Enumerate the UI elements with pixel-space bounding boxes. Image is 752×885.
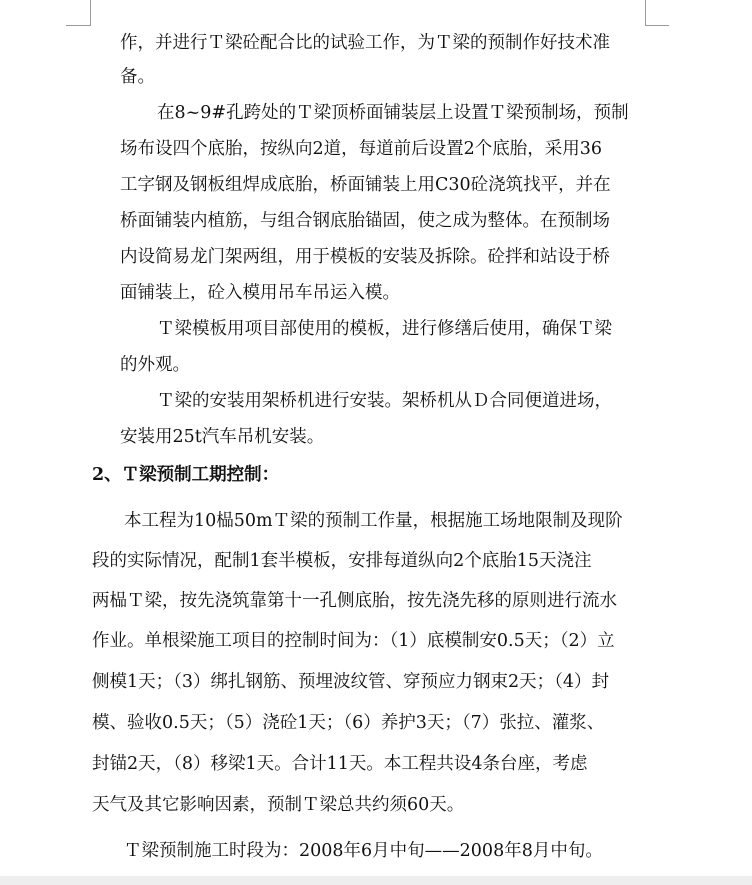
page-bottom-bar [0,876,752,885]
corner-mark-top-right-h [645,25,669,27]
text-line: 工字钢及钢板组焊成底胎，桥面铺装上用C30砼浇筑找平，并在 [120,175,611,195]
text-line: Ｔ梁预制施工时段为：2008年6月中旬——2008年8月中旬。 [124,841,603,861]
text-line: 本工程为10榀50mＴ梁的预制工作量，根据施工场地限制及现阶 [124,511,623,531]
text-line: 天气及其它影响因素，预制Ｔ梁总共约须60天。 [92,795,465,815]
text-line: 作业。单根梁施工项目的控制时间为：（1）底模制安0.5天；（2）立 [92,631,615,651]
text-line: 场布设四个底胎，按纵向2道，每道前后设置2个底胎，采用36 [120,139,603,159]
text-line: 在8~9#孔跨处的Ｔ梁顶桥面铺装层上设置Ｔ梁预制场，预制 [157,103,629,123]
text-line: 内设简易龙门架两组，用于模板的安装及拆除。砼拌和站设于桥 [120,247,610,267]
corner-mark-top-left-h [66,25,90,27]
section-heading: 2、Ｔ梁预制工期控制： [92,465,280,485]
text-line: 作，并进行Ｔ梁砼配合比的试验工作，为Ｔ梁的预制作好技术准 [120,33,610,53]
text-line: 侧模1天；（3）绑扎钢筋、预埋波纹管、穿预应力钢束2天；（4）封 [92,672,610,692]
corner-mark-top-left [90,0,92,26]
text-line: 备。 [120,67,155,87]
text-line: 桥面铺装内植筋，与组合钢底胎锚固，使之成为整体。在预制场 [120,211,610,231]
text-line: 的外观。 [120,355,190,375]
text-line: 两榀Ｔ梁，按先浇筑靠第十一孔侧底胎，按先浇先移的原则进行流水 [92,591,617,611]
text-line: 封锚2天，（8）移梁1天。合计11天。本工程共设4条台座，考虑 [92,754,588,774]
text-line: 面铺装上，砼入模用吊车吊运入模。 [120,283,400,303]
text-line: Ｔ梁模板用项目部使用的模板，进行修缮后使用，确保Ｔ梁 [157,319,612,339]
text-line: 段的实际情况，配制1套半模板，安排每道纵向2个底胎15天浇注 [92,551,592,571]
corner-mark-top-right [645,0,647,26]
text-line: Ｔ梁的安装用架桥机进行安装。架桥机从Ｄ合同便道进场， [157,391,612,411]
text-line: 安装用25t汽车吊机安装。 [120,427,325,447]
text-line: 模、验收0.5天；（5）浇砼1天；（6）养护3天；（7）张拉、灌浆、 [92,713,605,733]
